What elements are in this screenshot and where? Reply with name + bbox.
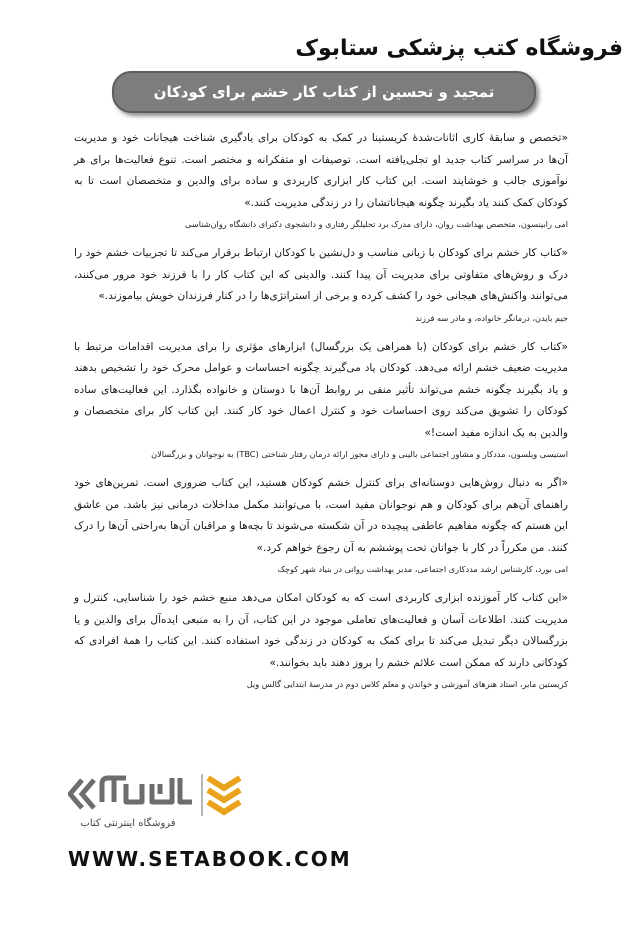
review-item bbox=[74, 473, 568, 576]
review-author: امی بورد، کارشناس ارشد مددکاری اجتماعی، مدیر بهداشت روانی در بنیاد شهر کوچک bbox=[277, 564, 568, 574]
website-url[interactable]: WWW.SETABOOK.COM bbox=[68, 847, 352, 871]
reviews-list bbox=[74, 128, 568, 703]
review-author: امی رابینسون، متخصص بهداشت روان، دارای مدرک برد تحلیلگر رفتاری و دانشجوی دکترای دانشگاه روان‌شناسی bbox=[185, 219, 568, 229]
logo-subtitle: فروشگاه اینترنتی کتاب bbox=[80, 818, 176, 829]
store-title: فروشگاه کتب پزشکی ستابوک bbox=[295, 36, 623, 61]
review-item bbox=[74, 337, 568, 462]
review-item bbox=[74, 243, 568, 325]
review-author: جیم بایدن، درمانگر خانواده، و مادر سه فرزند bbox=[415, 312, 568, 323]
wordmark-icon bbox=[102, 778, 192, 802]
setabook-logo bbox=[68, 770, 288, 840]
review-quote: «تخصص و سابقهٔ کاری اثانات‌شدهٔ کریستینا در کمک به کودکان برای یادگیری شناخت هیجانات خود و مدیریت آن‌ها در سراسر کتاب جدید او تجلی‌یافته است. توصیفات او متفکرانه و مختصر است. تنوع فعالیت‌ها برای هر نوآموزی جالب و خوشایند است. این کتاب کار ابزاری کاربردی و ساده برای والدین و متخصصان است تا به کودکان کمک کنند یاد بگیرند چگونه هیجاناتشان را در زندگی مدیریت کنند.» bbox=[74, 132, 568, 209]
review-quote: «کتاب کار خشم برای کودکان با زبانی مناسب و دل‌نشین با کودکان ارتباط برقرار می‌کند تا تجربیات خشم خود را درک و روش‌های متفاوتی برای مدیریت آن پیدا کنند. والدینی که این کتاب کار را با فرزند خود مرور می‌کنند، می‌توانند واکنش‌های هیجانی خود را کشف کرده و برخی از استراتژی‌ها را در کنار فرزندان خویش بیاموزند.» bbox=[74, 247, 568, 302]
review-author: استیسی ویلسون، مددکار و مشاور اجتماعی بالینی و دارای مجوز ارائه درمان رفتار شناختی (TBC) به نوجوانان و بزرگسالان bbox=[151, 449, 568, 459]
review-author: کریستین مایر، استاد هنرهای آموزشی و خواندن و معلم کلاس دوم در مدرسهٔ ابتدایی گالس ویل bbox=[246, 679, 568, 689]
review-item bbox=[74, 128, 568, 231]
review-quote: «کتاب کار خشم برای کودکان (با همراهی یک بزرگسال) ابزارهای مؤثری را برای مدیریت اقدامات مرتبط با مدیریت ضعیف خشم ارائه می‌دهد. کودکان یاد می‌گیرند چگونه احساسات و عوامل محرک خود را تشخیص بدهند و یاد بگیرند چگونه خشم می‌تواند تأثیر منفی بر روابط آن‌ها با دوستان و خانواده بگذارد. این فعالیت‌های ساده کودکان را تشویق می‌کند روی احساسات خود و کنترل اعمال خود کار کنند. این کتاب کار برای متخصصان و والدین به یک اندازه مفید است!» bbox=[74, 340, 568, 439]
logo-mark-icon bbox=[68, 770, 288, 820]
section-banner bbox=[112, 71, 536, 113]
chevron-left-icon bbox=[82, 780, 94, 808]
book-stack-icon bbox=[208, 778, 240, 788]
review-quote: «اگر به دنبال روش‌هایی دوستانه‌ای برای کنترل خشم کودکان هستید، این کتاب ضروری است. تمرین‌های خود راهنمای آن‌هم برای کودکان و هم نوجوانان مفید است، با می‌توانند مکمل مداخلات درمانی نیز باشد. من عاشق این هستم که چگونه مفاهیم عاطفی پیچیده در آن شکسته می‌شوند تا بچه‌ها و مراقبان آن‌ها به‌راحتی آن‌ها را درک کنند. من مکرراً در کار با جوانان تحت پوششم به آن رجوع خواهم کرد.» bbox=[74, 477, 568, 554]
review-quote: «این کتاب کار آموزنده ابزاری کاربردی است که به کودکان امکان می‌دهد منبع خشم خود را شناسایی، کنترل و مدیریت کنند. اطلاعات آسان و فعالیت‌های تعاملی موجود در این کتاب، آن را به منبعی ایده‌آل برای والدین و یا بزرگسالان دیگر تبدیل می‌کند تا برای کمک به کودکان در زندگی خود استفاده کنند. این کتاب را همهٔ افرادی که کودکانی دارند که ممکن است علائم خشم را بروز دهند باید بخوانند.» bbox=[74, 592, 568, 669]
banner-title: تمجید و تحسین از کتاب کار خشم برای کودکان bbox=[153, 83, 495, 101]
review-item bbox=[74, 588, 568, 691]
